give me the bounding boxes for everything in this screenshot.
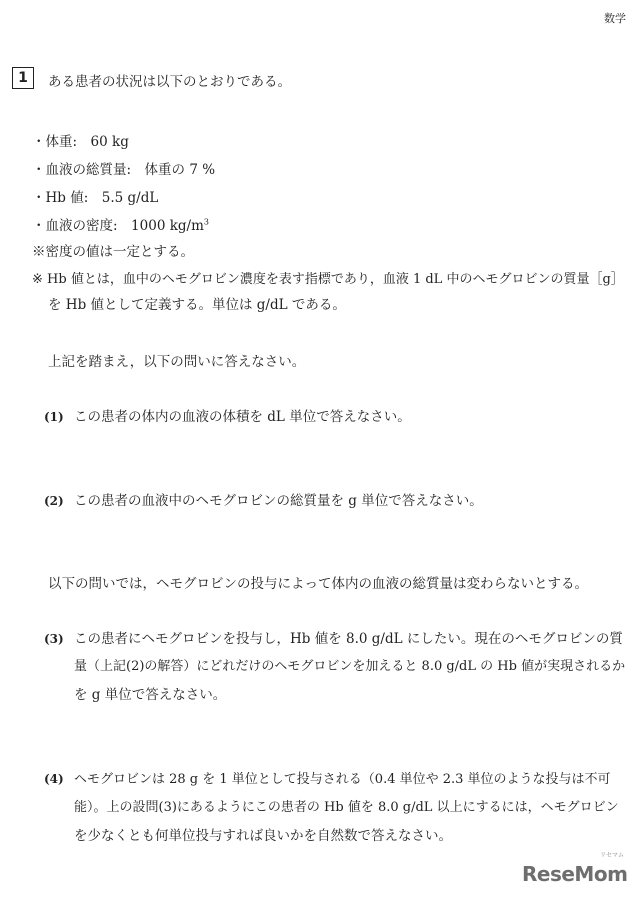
- sub-question-1-text: この患者の体内の血液の体積を dL 単位で答えなさい。: [74, 409, 411, 425]
- sub-question-4: [44, 768, 611, 787]
- sub-question-4-line1: ヘモグロビンは 28 g を 1 単位として投与される（0.4 単位や 2.3 単位のような投与は不可: [74, 772, 611, 787]
- sub-question-3-line2: 量（上記(2)の解答）にどれだけのヘモグロビンを加えると 8.0 g/dL の Hb 値が実現されるか: [74, 659, 626, 674]
- sub-question-3-line3: を g 単位で答えなさい。: [74, 687, 227, 703]
- subject-label: 数学: [604, 12, 626, 25]
- condition-hb: ・Hb 値: 5.5 g/dL: [32, 190, 159, 206]
- watermark-small-text: リセマム: [600, 852, 624, 859]
- question-number-box: 1: [12, 67, 34, 89]
- question-intro: ある患者の状況は以下のとおりである。: [48, 74, 291, 90]
- sub-question-4-line3: を少なくとも何単位投与すれば良いかを自然数で答えなさい。: [74, 828, 452, 844]
- sub-question-1: [44, 405, 411, 425]
- sub-question-1-label: (1): [44, 410, 64, 424]
- density-note: ※密度の値は一定とする。: [32, 244, 194, 260]
- resemom-logo: ReseMom: [522, 862, 628, 886]
- sub-question-2-label: (2): [44, 494, 64, 508]
- sub-question-3-label: (3): [44, 632, 64, 646]
- sub-question-3-line1: この患者にヘモグロビンを投与し，Hb 値を 8.0 g/dL にしたい。現在のヘモグロビンの質: [74, 631, 623, 647]
- sub-question-4-line2: 能）。上の設問(3)にあるようにこの患者の Hb 値を 8.0 g/dL 以上にするには，ヘモグロビン: [74, 800, 619, 815]
- sub-question-2: [44, 489, 483, 509]
- assumption: 以下の問いでは，ヘモグロビンの投与によって体内の血液の総質量は変わらないとする。: [48, 576, 588, 592]
- instruction: 上記を踏まえ，以下の問いに答えなさい。: [48, 354, 306, 370]
- condition-density: [32, 214, 209, 234]
- sub-question-2-text: この患者の血液中のヘモグロビンの総質量を g 単位で答えなさい。: [74, 493, 483, 509]
- condition-weight: ・体重: 60 kg: [32, 134, 129, 150]
- condition-density-text: ・血液の密度: 1000 kg/m: [32, 218, 204, 234]
- condition-blood-mass: ・血液の総質量: 体重の 7 %: [32, 162, 216, 178]
- density-exponent: 3: [203, 217, 209, 227]
- hb-note-line1: ※ Hb 値とは，血中のヘモグロビン濃度を表す指標であり，血液 1 dL 中のヘモグロビンの質量［g］: [32, 272, 624, 287]
- hb-note-line2: を Hb 値として定義する。単位は g/dL である。: [48, 297, 346, 313]
- sub-question-4-label: (4): [44, 772, 64, 786]
- sub-question-3: [44, 627, 623, 647]
